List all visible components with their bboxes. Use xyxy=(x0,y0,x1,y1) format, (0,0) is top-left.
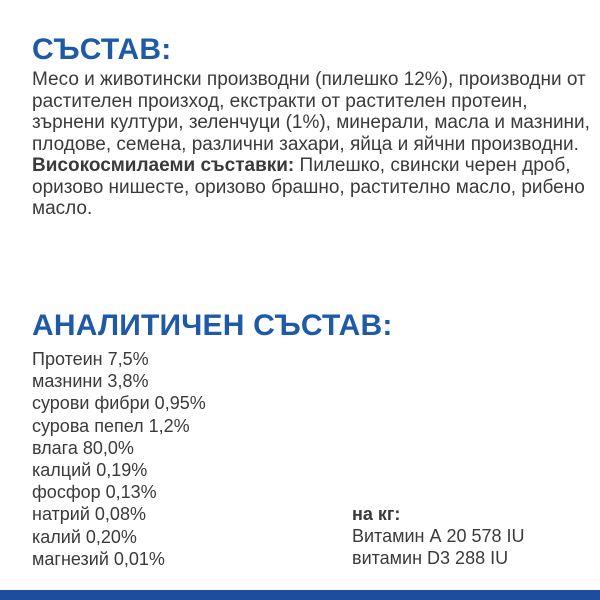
analytic-item: мазнини 3,8% xyxy=(32,371,149,392)
analytic-item: натрий 0,08% xyxy=(32,504,146,525)
composition-heading: СЪСТАВ: xyxy=(32,33,172,66)
per-kg-item: Витамин А 20 578 IU xyxy=(352,526,525,547)
per-kg-title: на кг: xyxy=(352,504,401,524)
per-kg-block xyxy=(352,503,525,570)
analytic-item: калций 0,19% xyxy=(32,460,148,481)
analytic-item: влага 80,0% xyxy=(32,437,134,458)
highly-digestible-paragraph xyxy=(32,155,592,220)
analytic-item: магнезий 0,01% xyxy=(32,548,165,569)
analytic-item: сурова пепел 1,2% xyxy=(32,415,190,436)
analytic-composition-list xyxy=(32,348,206,570)
bottom-accent-bar xyxy=(0,590,600,600)
analytic-item: Протеин 7,5% xyxy=(32,349,149,369)
highly-digestible-text: Пилешко, свински черен дроб, оризово нишесте, оризово брашно, растително масло, рибено масло. xyxy=(32,155,585,219)
analytic-item: фосфор 0,13% xyxy=(32,482,157,503)
highly-digestible-label: Високосмилаеми съставки: xyxy=(32,155,295,176)
analytic-composition-heading: АНАЛИТИЧЕН СЪСТАВ: xyxy=(32,309,393,342)
analytic-item: сурови фибри 0,95% xyxy=(32,393,206,414)
per-kg-item: витамин D3 288 IU xyxy=(352,548,509,569)
composition-paragraph: Месо и животински производни (пилешко 12%), производни от растителен произход, екстракти от растителен протеин, зърнени култури, зеленчуци (1%), минерали, масла и мазнини, плодове, семена, различни захари, яйца и яйчни производни. xyxy=(32,69,590,155)
composition-text-block xyxy=(32,69,592,220)
analytic-item: калий 0,20% xyxy=(32,526,137,547)
